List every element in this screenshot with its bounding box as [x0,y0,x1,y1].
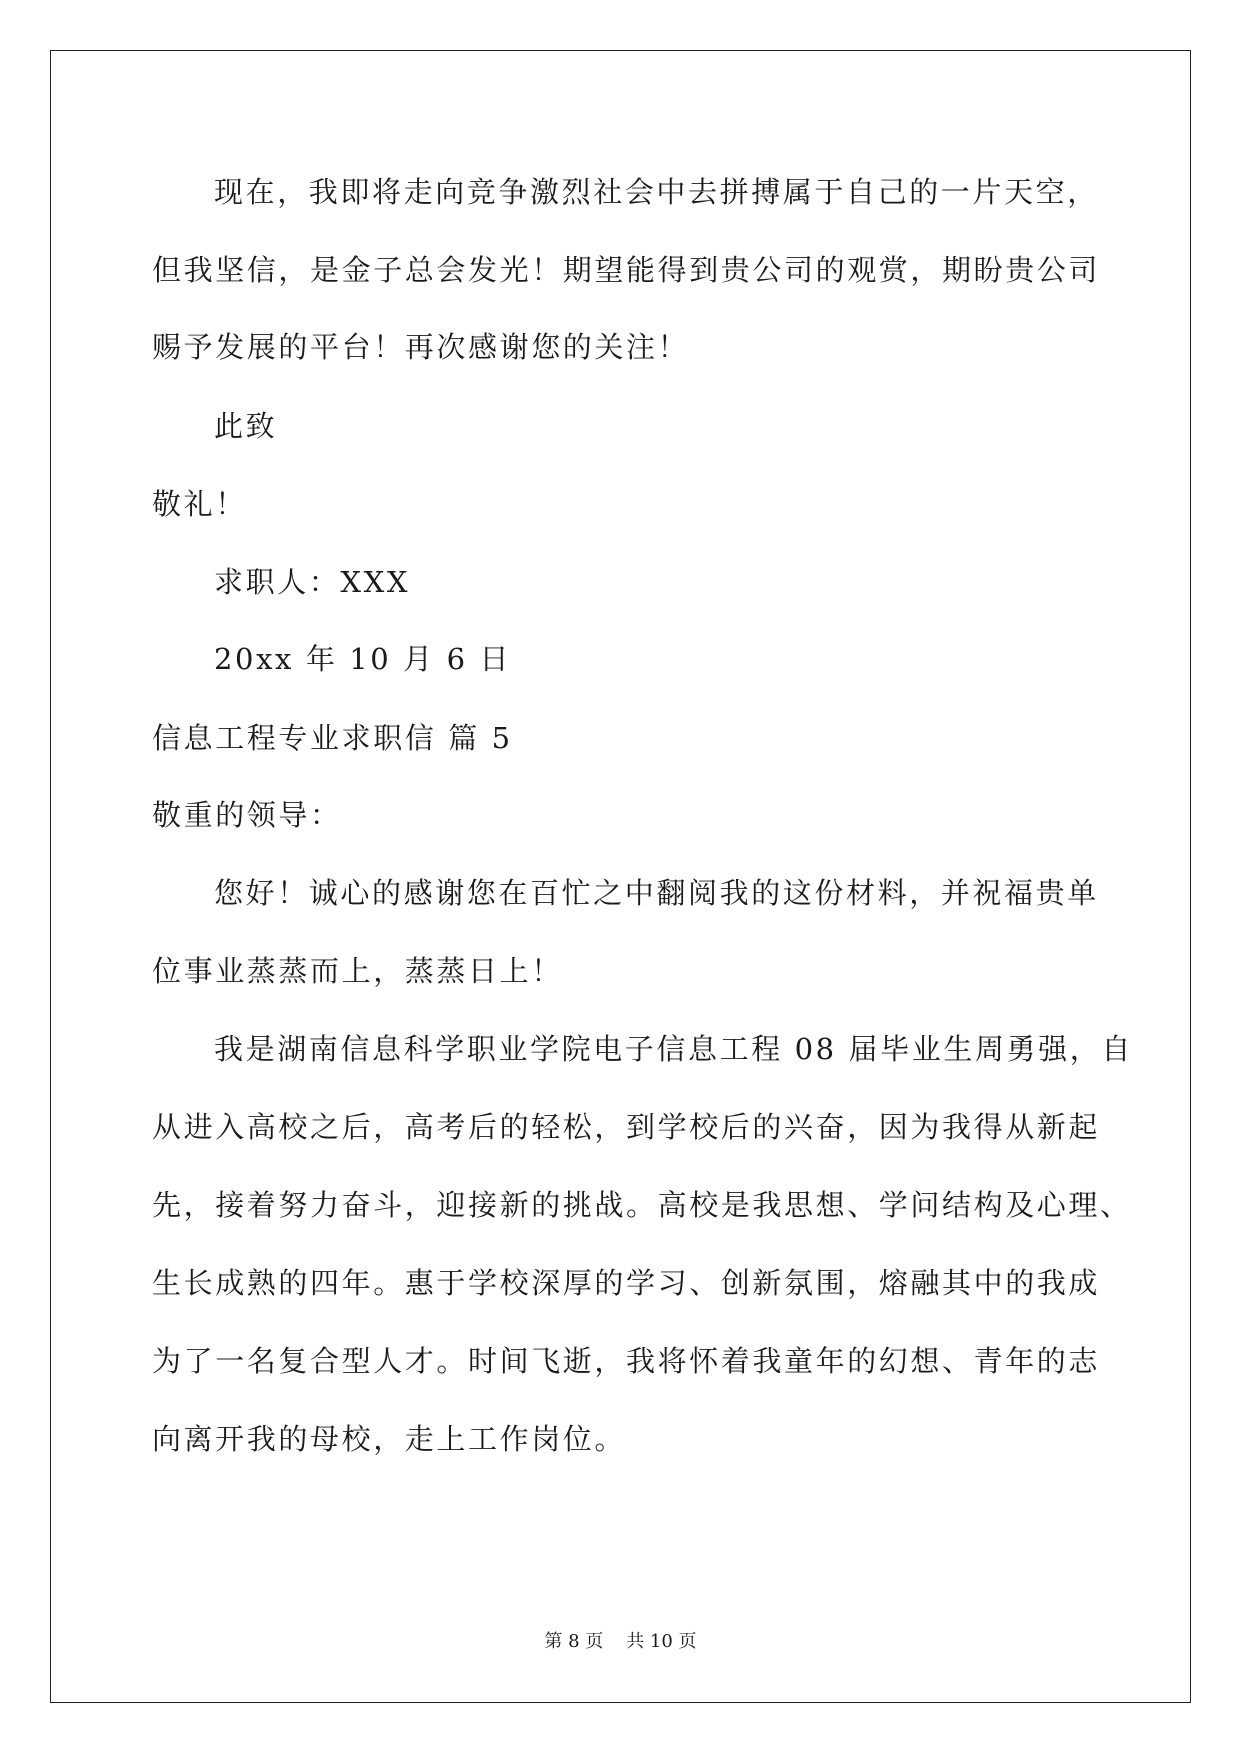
paragraph-line: 先，接着努力奋斗，迎接新的挑战。高校是我思想、学问结构及心理、 [152,1188,1132,1222]
paragraph-line: 但我坚信，是金子总会发光！期望能得到贵公司的观赏，期盼贵公司 [152,253,1101,287]
paragraph-line: 现在，我即将走向竞争激烈社会中去拼搏属于自己的一片天空， [214,175,1099,209]
paragraph-line: 赐予发展的平台！再次感谢您的关注！ [152,330,690,364]
paragraph-line: 您好！诚心的感谢您在百忙之中翻阅我的这份材料，并祝福贵单 [214,876,1099,910]
letter-date: 20xx 年 10 月 6 日 [214,642,512,676]
paragraph-line: 生长成熟的四年。惠于学校深厚的学习、创新氛围，熔融其中的我成 [152,1266,1101,1300]
paragraph-line: 我是湖南信息科学职业学院电子信息工程 08 届毕业生周勇强，自 [214,1032,1133,1066]
applicant-signature: 求职人：XXX [214,565,411,599]
section-heading: 信息工程专业求职信 篇 5 [152,721,513,755]
paragraph-line: 为了一名复合型人才。时间飞逝，我将怀着我童年的幻想、青年的志 [152,1344,1101,1378]
paragraph-line: 从进入高校之后，高考后的轻松，到学校后的兴奋，因为我得从新起 [152,1110,1101,1144]
paragraph-line: 位事业蒸蒸而上，蒸蒸日上！ [152,954,563,988]
closing-salutation: 此致 [214,409,278,443]
greeting: 敬重的领导： [152,798,342,832]
closing-regards: 敬礼！ [152,487,247,521]
paragraph-line: 向离开我的母校，走上工作岗位。 [152,1422,627,1456]
page-number: 第 8 页 共 10 页 [544,1631,697,1652]
